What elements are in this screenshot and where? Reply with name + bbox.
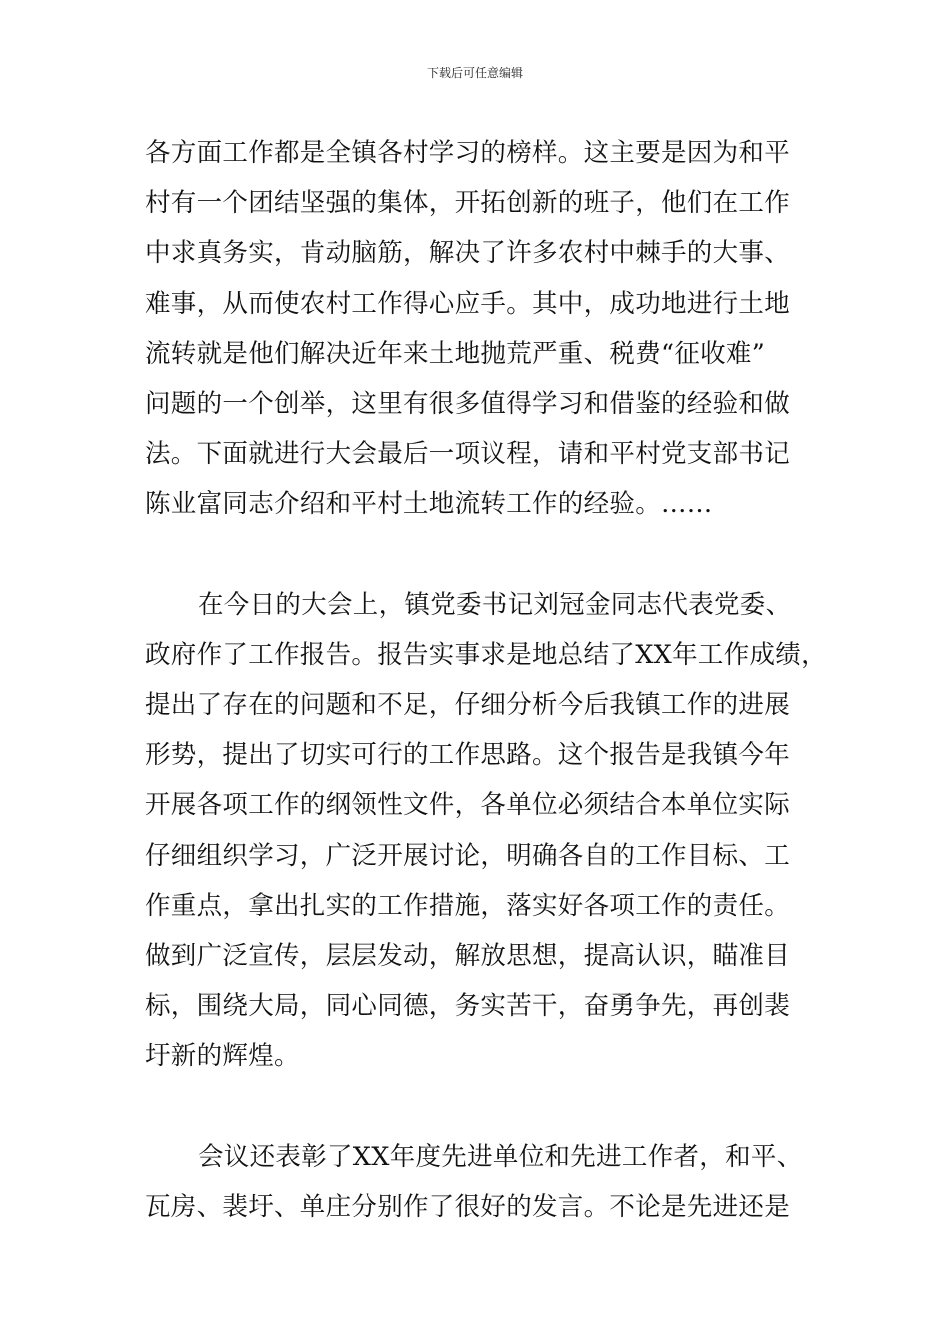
text-line: 会议还表彰了XX年度先进单位和先进工作者，和平、 [198,1141,803,1172]
text-line: 政府作了工作报告。报告实事求是地总结了XX年工作成绩， [145,639,827,670]
text-line: 圩新的辉煌。 [145,1041,300,1072]
text-line: 在今日的大会上，镇党委书记刘冠金同志代表党委、 [198,589,792,620]
text-line: 陈业富同志介绍和平村土地流转工作的经验。…… [145,489,713,520]
text-line: 做到广泛宣传，层层发动，解放思想，提高认识，瞄准目 [145,941,791,971]
text-line: 法。下面就进行大会最后一项议程，请和平村党支部书记 [145,439,791,470]
page-header: 下载后可任意编辑 [426,66,523,80]
paragraph [145,128,815,530]
paragraph-spacer [145,530,815,580]
paragraph [145,1132,815,1232]
text-line: 提出了存在的问题和不足，仔细分析今后我镇工作的进展 [145,690,791,721]
text-line: 形势，提出了切实可行的工作思路。这个报告是我镇今年 [145,740,791,771]
text-line: 村有一个团结坚强的集体，开拓创新的班子，他们在工作 [145,188,791,219]
text-line: 流转就是他们解决近年来土地抛荒严重、税费“征收难” [145,338,766,369]
text-line: 作重点，拿出扎实的工作措施，落实好各项工作的责任。 [145,890,791,921]
text-line: 瓦房、裴圩、单庄分别作了很好的发言。不论是先进还是 [145,1191,791,1222]
text-line: 仔细组织学习，广泛开展讨论，明确各自的工作目标、工 [145,840,791,871]
text-line: 各方面工作都是全镇各村学习的榜样。这主要是因为和平 [145,138,791,168]
text-line: 标，围绕大局，同心同德，务实苦干，奋勇争先，再创裴 [145,991,791,1022]
text-line: 开展各项工作的纲领性文件，各单位必须结合本单位实际 [145,790,791,821]
paragraph [145,580,827,1082]
text-line: 中求真务实，肯动脑筋，解决了许多农村中棘手的大事、 [145,238,791,269]
document-body [145,128,827,1232]
paragraph-spacer [145,1082,815,1132]
text-line: 问题的一个创举，这里有很多值得学习和借鉴的经验和做 [145,388,791,419]
text-line: 难事，从而使农村工作得心应手。其中，成功地进行土地 [145,288,791,319]
